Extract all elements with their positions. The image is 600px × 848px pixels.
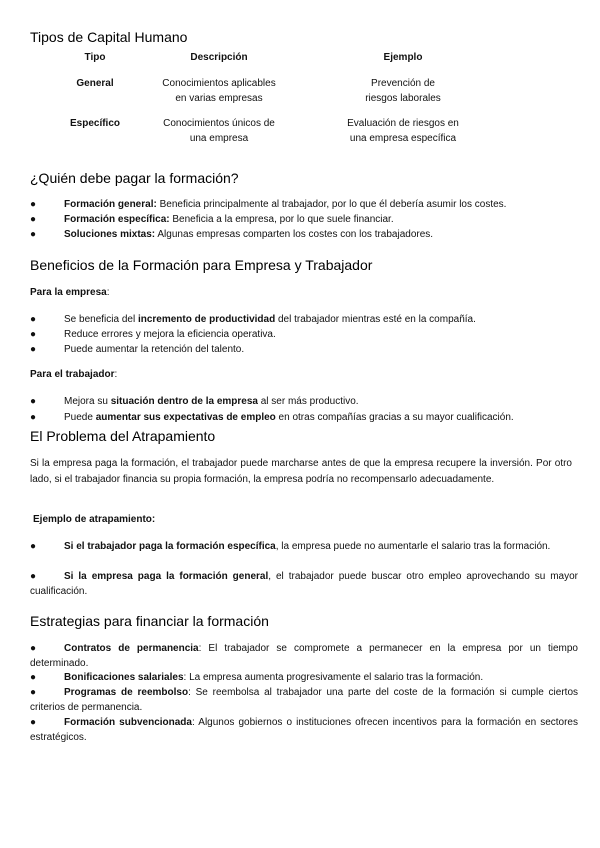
item-bold: incremento de productividad	[137, 314, 276, 325]
table-row	[60, 116, 498, 146]
list-item	[30, 197, 578, 212]
subheading-empresa	[30, 285, 110, 300]
item-text: en otras compañías gracias a su mayor cualificación.	[275, 412, 514, 423]
item-text: Puede aumentar la retención del talento.	[64, 344, 245, 355]
bullet-icon: ●	[30, 214, 37, 225]
list-item	[30, 670, 578, 685]
item-text: , el trabajador puede buscar otro empleo aprovechando su mayor cualificación.	[30, 571, 579, 597]
item-text: del trabajador mientras esté en la compañía.	[275, 314, 476, 325]
bullet-icon: ●	[30, 643, 37, 654]
item-bold: Bonificaciones salariales	[64, 672, 184, 683]
table-row	[60, 76, 498, 106]
table-cell-descripcion	[130, 76, 308, 106]
item-bold: Si el trabajador paga la formación específica	[64, 541, 276, 552]
section-heading-beneficios: Beneficios de la Formación para Empresa y Trabajador	[30, 257, 373, 273]
item-text: : El trabajador se compromete a permanecer en la empresa por un tiempo determinado.	[30, 643, 578, 669]
item-bold: Formación específica:	[64, 214, 170, 225]
item-text: Algunas empresas comparten los costes con los trabajadores.	[155, 229, 434, 240]
list-item	[30, 410, 578, 425]
table-cell-descripcion	[130, 116, 308, 146]
column-header: Descripción	[190, 52, 248, 63]
item-bold: Programas de reembolso	[64, 687, 189, 698]
item-text: : Se reembolsa al trabajador una parte del coste de la formación si cumple ciertos criterios de permanencia.	[30, 687, 578, 713]
item-text: al ser más productivo.	[257, 396, 359, 407]
bullet-icon: ●	[30, 717, 37, 728]
list-item	[30, 715, 578, 745]
cell-line: una empresa	[189, 133, 249, 144]
list-item	[30, 327, 578, 342]
label-colon: :	[114, 369, 118, 380]
list-item	[30, 212, 578, 227]
list-item	[30, 539, 578, 554]
table-cell-ejemplo	[308, 116, 498, 146]
bullet-icon: ●	[30, 229, 37, 240]
list-item	[30, 312, 578, 327]
cell-line: Conocimientos únicos de	[163, 118, 275, 129]
item-bold: situación dentro de la empresa	[110, 396, 258, 407]
item-text: : La empresa aumenta progresivamente el salario tras la formación.	[183, 672, 484, 683]
item-bold: Formación general:	[64, 199, 157, 210]
bullet-icon: ●	[30, 199, 37, 210]
item-text: Beneficia principalmente al trabajador, por lo que él debería asumir los costes.	[156, 199, 507, 210]
cell-line: Evaluación de riesgos en	[347, 118, 459, 129]
list-item	[30, 569, 578, 599]
bullet-icon: ●	[30, 412, 37, 423]
item-text: Se beneficia del	[64, 314, 138, 325]
list-item	[30, 685, 578, 715]
label-colon: :	[106, 287, 110, 298]
item-bold: Soluciones mixtas:	[64, 229, 156, 240]
cell-line: una empresa específica	[349, 133, 457, 144]
subheading-trabajador	[30, 367, 117, 382]
paragraph: Si la empresa paga la formación, el trabajador puede marcharse antes de que la empresa recupere la inversión. Por otro lado, si el trabajador financia su propia formación, la empresa podría no recompensarlo adecuadamente.	[30, 458, 572, 485]
list-item	[30, 227, 578, 242]
bullet-icon: ●	[30, 344, 37, 355]
list-item	[30, 342, 578, 357]
bullet-icon: ●	[30, 396, 37, 407]
item-text: , la empresa puede no aumentarle el salario tras la formación.	[275, 541, 551, 552]
table-cell-ejemplo	[308, 76, 498, 106]
subheading-ejemplo: Ejemplo de atrapamiento:	[33, 514, 156, 525]
bullet-icon: ●	[30, 329, 37, 340]
label-text: Para el trabajador	[30, 369, 115, 380]
list-item	[30, 641, 578, 671]
item-text: Beneficia a la empresa, por lo que suele financiar.	[169, 214, 394, 225]
section-heading-quien: ¿Quién debe pagar la formación?	[30, 170, 239, 186]
section-heading-estrategias: Estrategias para financiar la formación	[30, 613, 269, 629]
cell-line: en varias empresas	[175, 93, 263, 104]
bullet-icon: ●	[30, 571, 37, 582]
item-text: Mejora su	[64, 396, 111, 407]
column-header: Ejemplo	[383, 52, 423, 63]
item-bold: Contratos de permanencia	[64, 643, 199, 654]
table-cell-tipo: General	[76, 78, 114, 89]
item-bold: aumentar sus expectativas de empleo	[95, 412, 276, 423]
bullet-icon: ●	[30, 314, 37, 325]
item-text: Puede	[64, 412, 96, 423]
tipos-table	[60, 52, 498, 146]
label-text: Para la empresa	[30, 287, 107, 298]
list-item	[30, 394, 578, 409]
section-heading-tipos: Tipos de Capital Humano	[30, 29, 188, 45]
bullet-icon: ●	[30, 672, 37, 683]
table-header-row	[60, 52, 498, 76]
item-bold: Si la empresa paga la formación general	[64, 571, 269, 582]
cell-line: Conocimientos aplicables	[162, 78, 276, 89]
cell-line: Prevención de	[371, 78, 435, 89]
bullet-icon: ●	[30, 687, 37, 698]
cell-line: riesgos laborales	[365, 93, 441, 104]
bullet-icon: ●	[30, 541, 37, 552]
column-header: Tipo	[84, 52, 106, 63]
item-text: Reduce errores y mejora la eficiencia operativa.	[64, 329, 276, 340]
table-cell-tipo: Específico	[69, 118, 121, 129]
section-heading-atrapamiento: El Problema del Atrapamiento	[30, 428, 216, 444]
item-text: : Algunos gobiernos o instituciones ofrecen incentivos para la formación en sectores estratégicos.	[30, 717, 578, 743]
item-bold: Formación subvencionada	[64, 717, 192, 728]
